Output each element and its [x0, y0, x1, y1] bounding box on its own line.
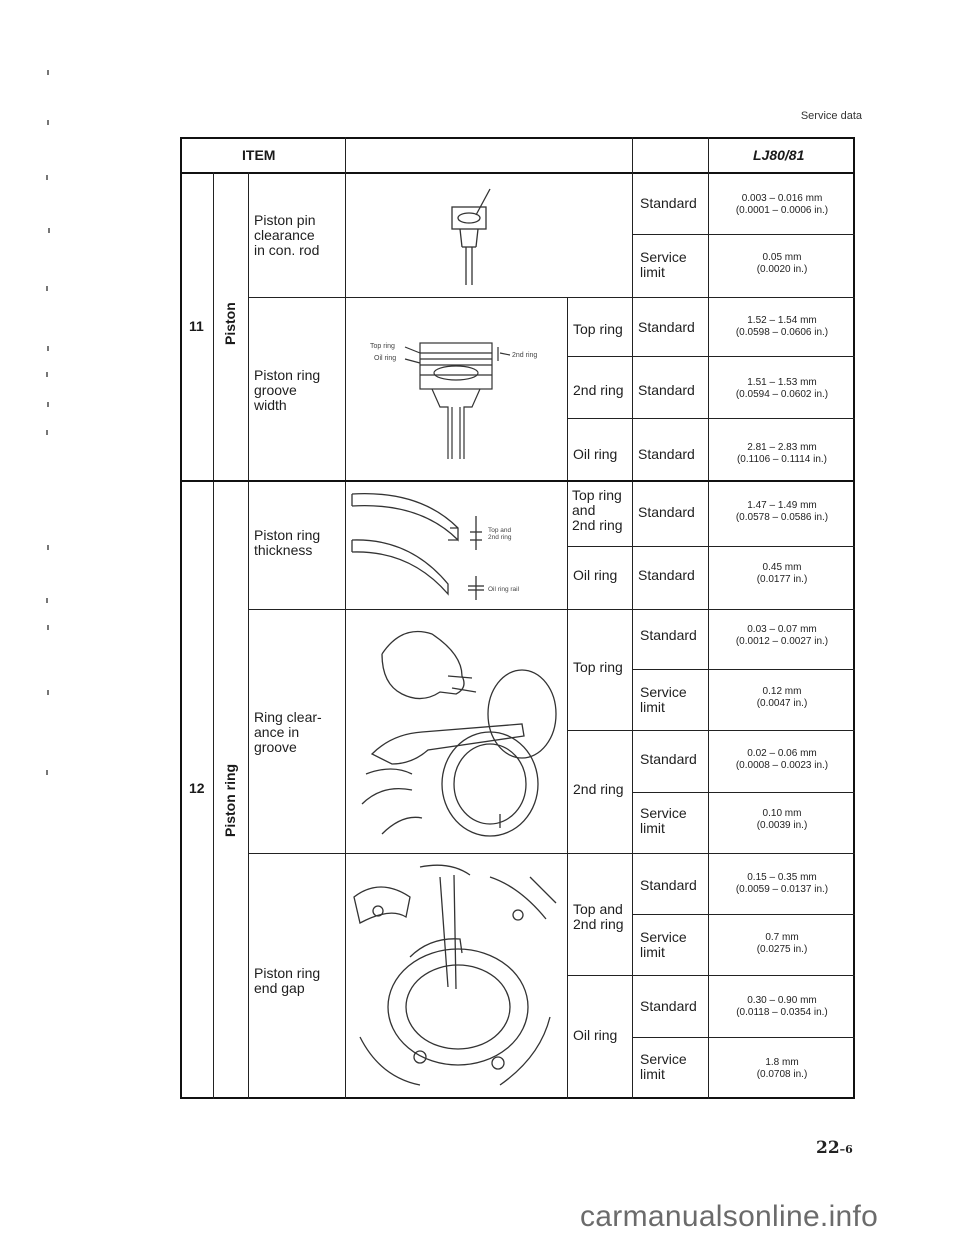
ring-end-gap-illustration: [350, 857, 565, 1097]
value-cell: 0.003 – 0.016 mm (0.0001 – 0.0006 in.): [735, 193, 829, 216]
kind-standard: Standard: [638, 319, 695, 335]
label-top-and-2nd-ring: Top and 2nd ring: [488, 527, 512, 542]
kind-service-limit: Service limit: [640, 929, 687, 960]
value-cell: 1.52 – 1.54 mm (0.0598 – 0.0606 in.): [735, 315, 829, 338]
kind-standard: Standard: [638, 504, 695, 520]
value-cell: 0.15 – 0.35 mm (0.0059 – 0.0137 in.): [735, 872, 829, 895]
item-piston-ring-groove-width: Piston ring groove width: [254, 367, 321, 413]
sub-top-and-2nd-ring: Top and 2nd ring: [573, 901, 624, 932]
kind-standard: Standard: [638, 382, 695, 398]
kind-standard: Standard: [640, 877, 697, 893]
page-number: 22–6: [816, 1138, 853, 1158]
label-2nd-ring: 2nd ring: [512, 352, 538, 359]
group-label-piston-ring: Piston ring: [222, 763, 238, 837]
ring-clearance-illustration: [352, 614, 564, 852]
sub-top-and-2nd-ring: Top ring and 2nd ring: [572, 487, 623, 533]
kind-standard: Standard: [640, 627, 697, 643]
item-ring-clearance-in-groove: Ring clear- ance in groove: [254, 709, 322, 755]
kind-service-limit: Service limit: [640, 684, 687, 715]
kind-standard: Standard: [640, 751, 697, 767]
ring-thickness-illustration: [350, 488, 565, 603]
item-piston-pin-clearance: Piston pin clearance in con. rod: [254, 212, 320, 258]
sub-oil-ring: Oil ring: [573, 567, 618, 583]
page-number-sub: 6: [845, 1143, 853, 1156]
label-oil-ring-rail: Oil ring rail: [488, 586, 520, 593]
sub-oil-ring: Oil ring: [573, 446, 618, 462]
group-number-11: 11: [189, 318, 204, 334]
kind-standard: Standard: [640, 195, 697, 211]
sub-top-ring: Top ring: [573, 659, 623, 675]
kind-standard: Standard: [638, 446, 695, 462]
value-cell: 0.12 mm (0.0047 in.): [756, 686, 808, 709]
section-header: Service data: [800, 110, 862, 122]
kind-standard: Standard: [640, 998, 697, 1014]
sub-2nd-ring: 2nd ring: [573, 382, 624, 398]
value-cell: 0.05 mm (0.0020 in.): [756, 252, 808, 275]
kind-standard: Standard: [638, 567, 695, 583]
item-piston-ring-end-gap: Piston ring end gap: [254, 965, 321, 996]
label-top-ring: Top ring: [370, 343, 395, 350]
column-header-model: LJ80/81: [753, 147, 805, 163]
value-cell: 1.47 – 1.49 mm (0.0578 – 0.0586 in.): [735, 500, 829, 523]
kind-service-limit: Service limit: [640, 1051, 687, 1082]
column-header-item: ITEM: [242, 147, 276, 163]
item-piston-ring-thickness: Piston ring thickness: [254, 527, 321, 558]
sub-oil-ring: Oil ring: [573, 1027, 618, 1043]
value-cell: 0.03 – 0.07 mm (0.0012 – 0.0027 in.): [735, 624, 829, 647]
watermark: carmanualsonline.info: [580, 1200, 879, 1233]
piston-groove-illustration: [360, 335, 560, 465]
page-number-main: 22: [816, 1138, 840, 1158]
piston-pin-illustration: [440, 185, 500, 290]
sub-top-ring: Top ring: [573, 321, 623, 337]
value-cell: 0.30 – 0.90 mm (0.0118 – 0.0354 in.): [736, 995, 828, 1018]
value-cell: 2.81 – 2.83 mm (0.1106 – 0.1114 in.): [736, 442, 828, 465]
group-number-12: 12: [189, 780, 205, 796]
value-cell: 0.02 – 0.06 mm (0.0008 – 0.0023 in.): [735, 748, 829, 771]
kind-service-limit: Service limit: [640, 805, 687, 836]
value-cell: 0.45 mm (0.0177 in.): [756, 562, 808, 585]
value-cell: 1.8 mm (0.0708 in.): [756, 1057, 808, 1080]
value-cell: 0.7 mm (0.0275 in.): [756, 932, 808, 955]
label-oil-ring: Oil ring: [374, 355, 397, 362]
kind-service-limit: Service limit: [640, 249, 687, 280]
value-cell: 1.51 – 1.53 mm (0.0594 – 0.0602 in.): [735, 377, 829, 400]
group-label-piston: Piston: [222, 302, 238, 345]
sub-2nd-ring: 2nd ring: [573, 781, 624, 797]
value-cell: 0.10 mm (0.0039 in.): [756, 808, 808, 831]
